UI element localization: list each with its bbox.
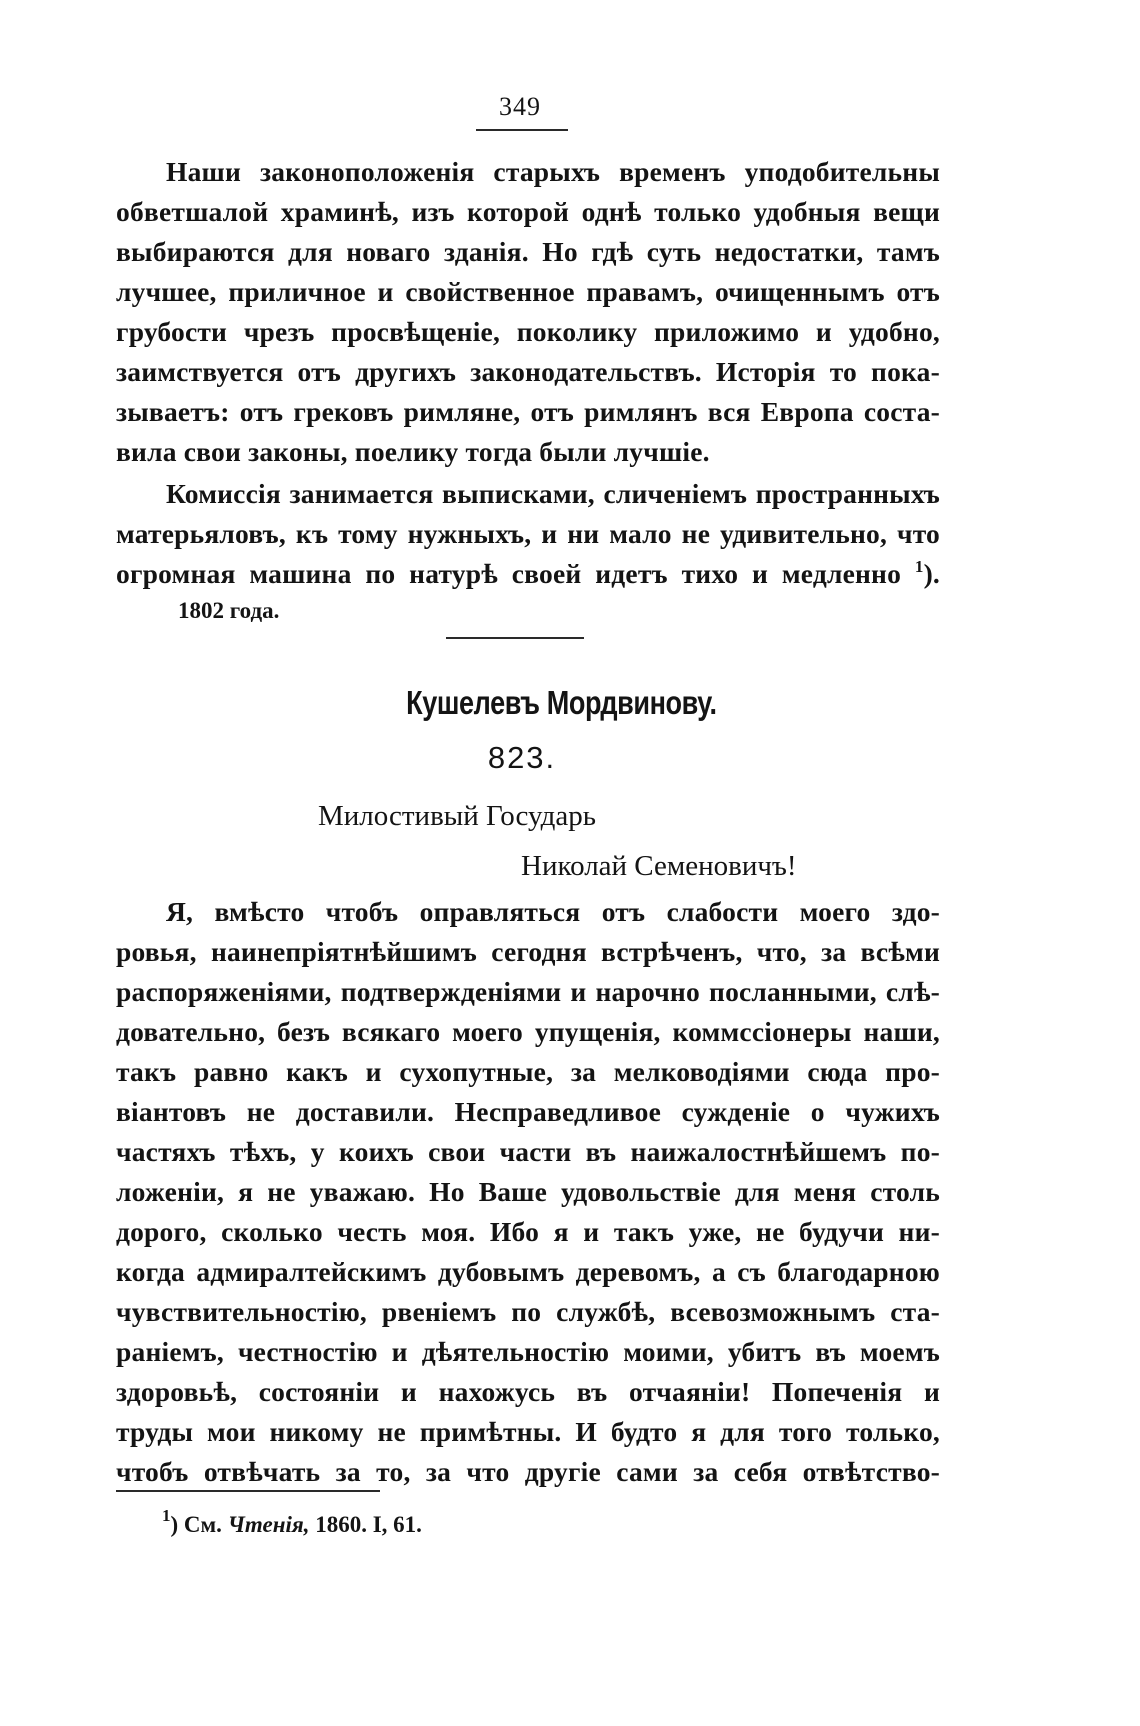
text-line: заимствуется отъ другихъ законодательствъ. Исторія то пока- [116, 356, 940, 387]
addressee: Николай Семеновичъ! [521, 850, 797, 882]
text-segment: огромная машина по натурѣ своей идетъ тихо и медленно [116, 558, 902, 589]
text-line: дорого, сколько честь моя. Ибо я и такъ уже, не будучи ни- [116, 1216, 940, 1247]
footnote-prefix: ) См. [170, 1512, 222, 1537]
text-line-with-footnote [116, 554, 940, 594]
text-line: раніемъ, честностію и дѣятельностію моими, убитъ въ моемъ [116, 1336, 940, 1367]
letter-heading: Кушелевъ Мордвинову. [406, 684, 717, 721]
page-number: 349 [499, 92, 541, 121]
letter-number: 823. [487, 740, 557, 775]
footnote [162, 1506, 422, 1541]
text-line: зываетъ: отъ грековъ римляне, отъ римлянъ вся Европа соста- [116, 396, 940, 427]
text-line: выбираются для новаго зданія. Но гдѣ суть недостатки, тамъ [116, 236, 940, 267]
footnote-marker[interactable]: 1 [914, 557, 924, 576]
text-line: лучшее, приличное и свойственное правамъ, очищеннымъ отъ [116, 276, 940, 307]
text-line: ровья, наинепріятнѣйшимъ сегодня встрѣченъ, что, за всѣми [116, 936, 940, 967]
text-segment: ). [923, 558, 940, 589]
text-line: матерьяловъ, къ тому нужныхъ, и ни мало не удивительно, что [116, 518, 940, 549]
text-line: распоряженіями, подтвержденіями и нарочно посланными, слѣ- [116, 976, 940, 1007]
text-line: віантовъ не доставили. Несправедливое сужденіе о чужихъ [116, 1096, 940, 1127]
text-line: обветшалой храминѣ, изъ которой однѣ только удобныя вещи [116, 196, 940, 227]
salutation: Милостивый Государь [318, 800, 596, 832]
text-line: вила свои законы, поелику тогда были лучшіе. [116, 436, 710, 467]
text-line: довательно, безъ всякаго моего упущенія, коммссіонеры наши, [116, 1016, 940, 1047]
footnote-divider [116, 1490, 380, 1492]
text-line: чтобъ отвѣчать за то, за что другіе сами за себя отвѣтство- [116, 1456, 940, 1487]
text-line: Комиссія занимается выписками, сличеніемъ пространныхъ [166, 478, 940, 509]
footnote-source-title: Чтенія, [227, 1512, 310, 1537]
text-line: такъ равно какъ и сухопутные, за мелководіями сюда про- [116, 1056, 940, 1087]
text-line: Я, вмѣсто чтобъ оправляться отъ слабости моего здо- [166, 896, 940, 927]
section-divider [446, 637, 584, 639]
page-number-rule [476, 129, 568, 131]
date-line: 1802 года. [178, 598, 280, 623]
text-line: когда адмиралтейскимъ дубовымъ деревомъ, а съ благодарною [116, 1256, 940, 1287]
text-line: Наши законоположенія старыхъ временъ уподобительны [166, 156, 940, 187]
footnote-number: 1 [162, 1506, 171, 1525]
text-line: ложеніи, я не уважаю. Но Ваше удовольствіе для меня столь [116, 1176, 940, 1207]
text-line: труды мои никому не примѣтны. И будто я для того только, [116, 1416, 940, 1447]
text-line: частяхъ тѣхъ, у коихъ свои части въ наижалостнѣйшемъ по- [116, 1136, 940, 1167]
text-line: здоровьѣ, состояніи и нахожусь въ отчаяніи! Попеченія и [116, 1376, 940, 1407]
text-line: грубости чрезъ просвѣщеніе, поколику приложимо и удобно, [116, 316, 940, 347]
footnote-reference: 1860. I, 61. [315, 1512, 422, 1537]
text-line: чувствительностію, рвеніемъ по службѣ, всевозможнымъ ста- [116, 1296, 940, 1327]
